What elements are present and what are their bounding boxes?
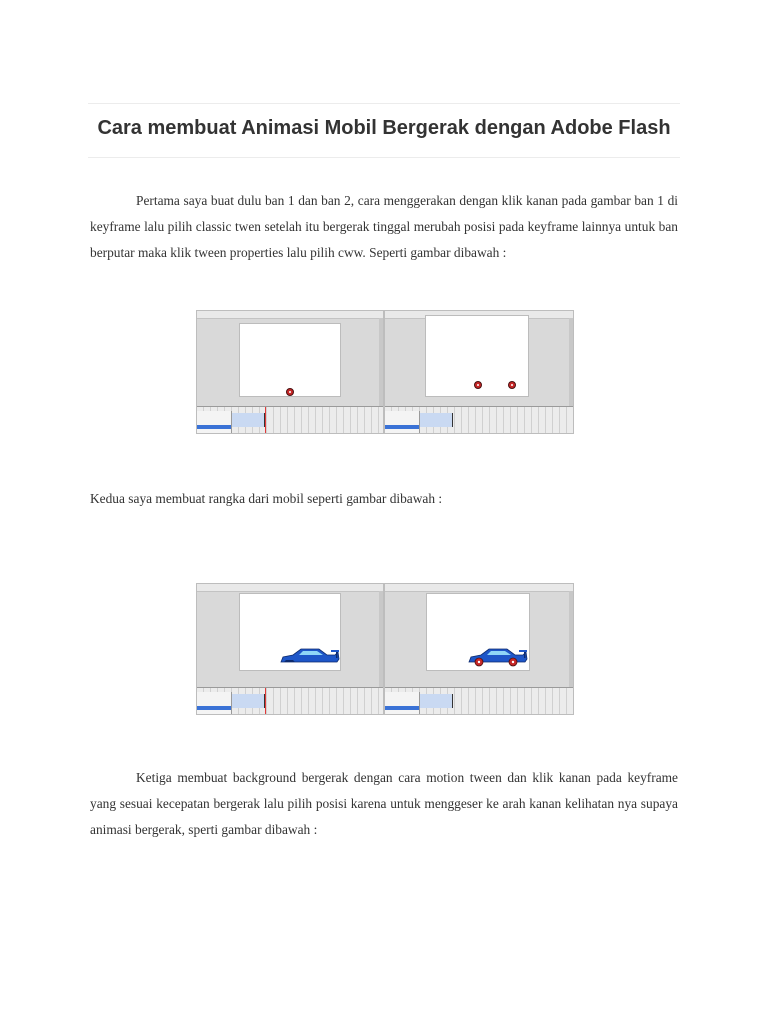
paragraph-3: Ketiga membuat background bergerak dengan cara motion tween dan klik kanan pada keyframe yang sesuai kecepatan bergerak lalu pilih posisi karena untuk menggeser ke arah kanan kelihatan nya supaya animasi bergerak, sperti gambar dibawah : [90,770,678,837]
flash-screenshot-car-1 [196,583,384,715]
flash-screenshot-wheel-1 [196,310,384,434]
title-bottom-rule [88,157,680,158]
flash-screenshot-wheel-2 [384,310,574,434]
flash-stage [239,323,341,397]
wheel-icon [474,381,482,389]
flash-timeline [385,406,573,433]
car-icon [279,646,341,668]
flash-timeline [197,406,383,433]
flash-screenshot-car-2 [384,583,574,715]
paragraph-2: Kedua saya membuat rangka dari mobil seperti gambar dibawah : [90,491,443,506]
flash-timeline [197,687,383,714]
page-title: Cara membuat Animasi Mobil Bergerak dengan Adobe Flash [97,117,671,139]
wheel-icon [286,388,294,396]
wheel-icon [508,381,516,389]
flash-timeline [385,687,573,714]
paragraph-1: Pertama saya buat dulu ban 1 dan ban 2, cara menggerakan dengan klik kanan pada gambar ban 1 di keyframe lalu pilih classic twen setelah itu bergerak tinggal merubah posisi pada keyframe lainnya untuk ban berputar maka klik tween properties lalu pilih cww. Seperti gambar dibawah : [90,193,678,260]
title-top-rule [88,103,680,104]
car-icon [467,646,529,668]
